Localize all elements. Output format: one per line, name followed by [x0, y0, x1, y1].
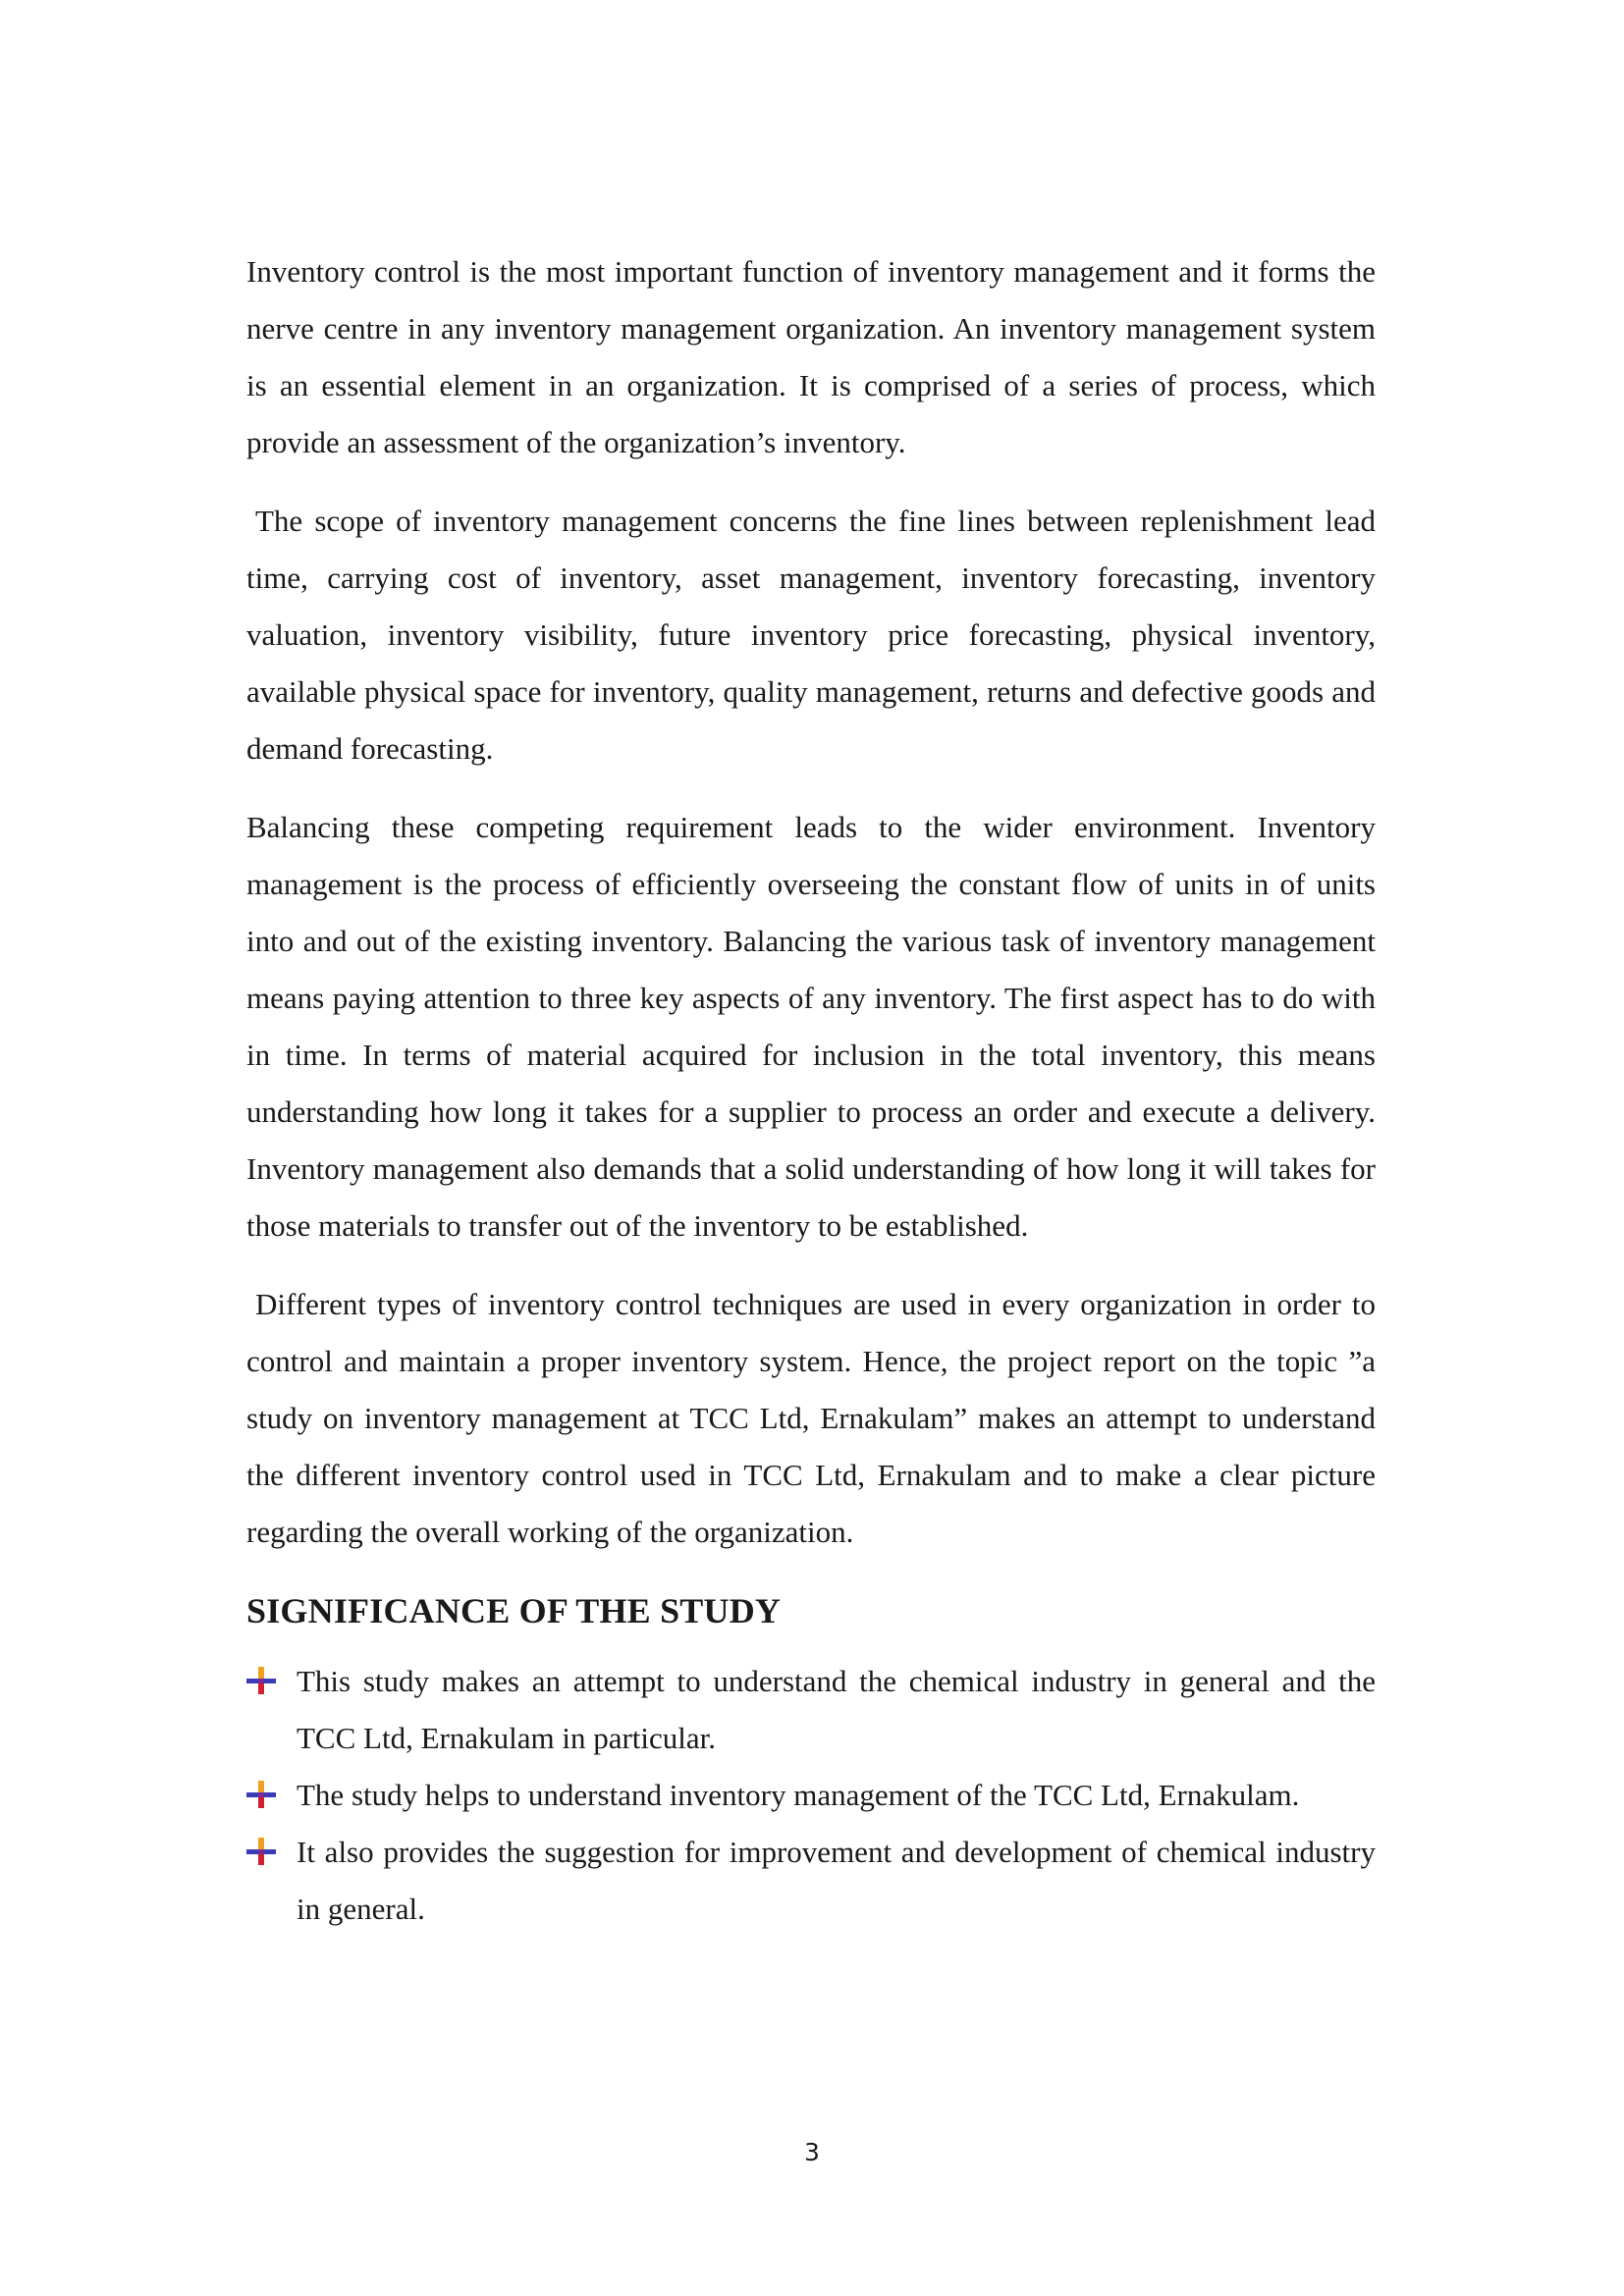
list-item-text: It also provides the suggestion for improvement and development of chemical industry in general. [297, 1835, 1376, 1926]
four-color-plus-bullet-icon [246, 1781, 276, 1808]
section-heading: SIGNIFICANCE OF THE STUDY [246, 1591, 782, 1630]
paragraph-techniques: Different types of inventory control techniques are used in every organization in order to control and maintain a proper inventory system. Hence, the project report on the topic ”a study on inventory management at TCC Ltd, Ernakulam” makes an attempt to understand the different inventory control used in TCC Ltd, Ernakulam and to make a clear picture regarding the overall working of the organization. [246, 1287, 1376, 1549]
four-color-plus-bullet-icon [246, 1667, 276, 1694]
list-item-text: This study makes an attempt to understand the chemical industry in general and the TCC Ltd, Ernakulam in particular. [297, 1664, 1376, 1755]
paragraph-inventory-control: Inventory control is the most important function of inventory management and it forms the nerve centre in any inventory management organization. An inventory management system is an essential element in an organization. It is comprised of a series of process, which provide an assessment of the organization’s inventory. [246, 254, 1376, 459]
document-page [246, 243, 1376, 1938]
list-item-text: The study helps to understand inventory management of the TCC Ltd, Ernakulam. [297, 1778, 1300, 1812]
paragraph-balancing: Balancing these competing requirement leads to the wider environment. Inventory management is the process of efficiently overseeing the constant flow of units in of units into and out of the existing inventory. Balancing the various task of inventory management means paying attention to three key aspects of any inventory. The first aspect has to do with in time. In terms of material acquired for inclusion in the total inventory, this means understanding how long it takes for a supplier to process an order and execute a delivery. Inventory management also demands that a solid understanding of how long it will takes for those materials to transfer out of the inventory to be established. [246, 810, 1376, 1243]
four-color-plus-bullet-icon [246, 1838, 276, 1865]
paragraph-scope: The scope of inventory management concerns the fine lines between replenishment lead time, carrying cost of inventory, asset management, inventory forecasting, inventory valuation, inventory visibility, future inventory price forecasting, physical inventory, available physical space for inventory, quality management, returns and defective goods and demand forecasting. [246, 504, 1376, 766]
list-item [246, 1824, 1376, 1938]
page-number: 3 [804, 2138, 820, 2166]
list-item [246, 1653, 1376, 1767]
list-item [246, 1767, 1376, 1824]
significance-list [246, 1653, 1376, 1938]
